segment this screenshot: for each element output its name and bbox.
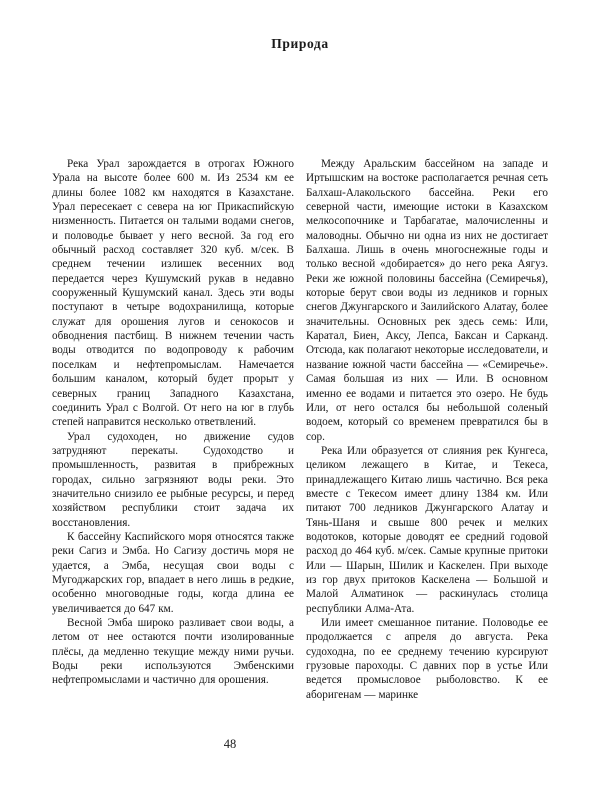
text-columns — [52, 157, 548, 702]
running-head: Природа — [271, 36, 329, 51]
paragraph: Или имеет смешанное питание. Половодье ее продолжается с апреля до августа. Река судоходна, по ее среднему течению курсируют грузовые пароходы. С давних пор в устье Или ведется промысловое рыболовство. К ее аборигенам — маринке — [306, 617, 548, 701]
paragraph: Весной Эмба широко разливает свои воды, а летом от нее остаются почти изолированные плёсы, да медленно текущие между ними ручьи. Воды реки используются Эмбенскими нефтепромыслами и частично для орошения. — [52, 617, 294, 687]
page-number: 48 — [223, 737, 237, 751]
right-column — [306, 157, 548, 702]
paragraph: Урал судоходен, но движение судов затрудняют перекаты. Судоходство и промышленность, развитая в прибрежных городах, сильно загрязняют воды реки. Это значительно снизило ее рыбные ресурсы, и перед хозяйством республики стоит задача их восстановления. — [52, 430, 294, 529]
paragraph: Река Урал зарождается в отрогах Южного Урала на высоте более 600 м. Из 2534 км ее длины более 1082 км находятся в Казахстане. Урал пересекает с севера на юг Прикаспийскую низменность. Питается он талыми водами снегов, и половодье бывает у него весной. За год его обычный расход составляет 320 куб. м/сек. В среднем течении излишек весенних вод передается через Кушумский рукав в недавно сооруженный Кушумский канал. Здесь эти воды поступают в четыре водохранилища, которые служат для орошения лугов и сенокосов и обводнения пастбищ. В нижнем течении часть воды отводится по водопроводу к рабочим поселкам и нефтепромыслам. Намечается большим каналом, который будет прорыт у северных границ Западного Казахстана, соединить Урал с Волгой. От него на юг в глубь степей направится несколько ответвлений. — [52, 158, 294, 429]
paragraph: Река Или образуется от слияния рек Кунгеса, целиком лежащего в Китае, и Текеса, принадлежащего Китаю лишь частично. Вся река вместе с Текесом имеет длину 1384 км. Или питают 700 ледников Джунгарского Алатау и Тянь-Шаня и свыше 800 речек и мелких водотоков, которые доводят ее средний годовой расход до 464 куб. м/сек. Самые крупные притоки Или — Шарын, Шилик и Каскелен. При выходе из гор двух притоков Каскелена — Большой и Малой Алматинок — раскинулась столица республики Алма-Ата. — [306, 444, 548, 615]
paragraph: Между Аральским бассейном на западе и Иртышским на востоке располагается речная сеть Балхаш-Алакольского бассейна. Реки его северной части, имеющие истоки в Казахском мелкосопочнике и Тарбагатае, малочисленны и маловодны. Обычно ни одна из них не достигает Балхаша. Лишь в очень многоснежные годы и только весной «добирается» до него река Аягуз. Реки же южной половины бассейна (Семиречья), которые берут свои воды из ледников и горных снегов Джунгарского и Заилийского Алатау, более значительны. Основных рек здесь семь: Или, Каратал, Биен, Аксу, Лепса, Баксан и Сарканд. Отсюда, как полагают некоторые исследователи, и название южной части бассейна — «Семиречье». Самая большая из них — Или. В основном именно ее водами и питается это озеро. Не будь Или, от него остался бы небольшой соленый водоем, который со временем превратился бы в сор. — [306, 158, 548, 443]
left-column — [52, 157, 294, 702]
paragraph: К бассейну Каспийского моря относятся также реки Сагиз и Эмба. Но Сагизу достичь моря не удается, а Эмба, несущая свои воды с Мугоджарских гор, впадает в него лишь в редкие, особенно многоводные годы, когда длина ее увеличивается до 647 км. — [52, 530, 294, 615]
